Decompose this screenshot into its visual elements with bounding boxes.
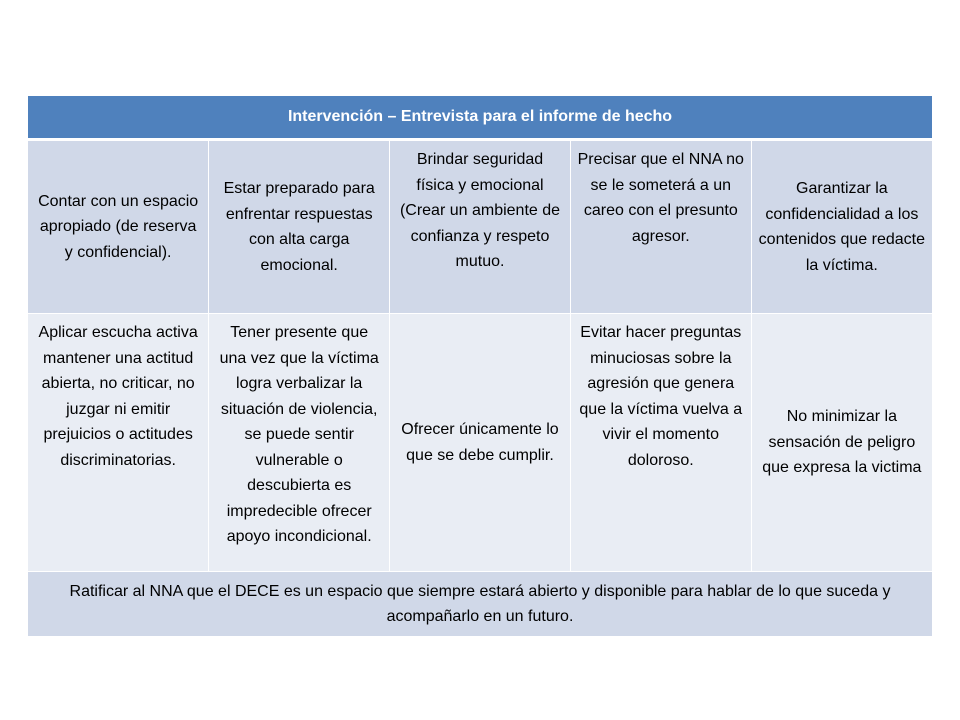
intervention-table <box>28 96 932 637</box>
table-cell: Tener presente que una vez que la víctima logra verbalizar la situación de violencia, se puede sentir vulnerable o descubierta es impredecible ofrecer apoyo incondicional. <box>209 314 390 572</box>
table-cell: Ofrecer únicamente lo que se debe cumplir. <box>390 314 571 572</box>
table-cell: Aplicar escucha activa mantener una actitud abierta, no criticar, no juzgar ni emitir prejuicios o actitudes discriminatorias. <box>28 314 209 572</box>
table-cell: Evitar hacer preguntas minuciosas sobre la agresión que genera que la víctima vuelva a vivir el momento doloroso. <box>570 314 751 572</box>
table-header-title: Intervención – Entrevista para el informe de hecho <box>28 96 932 140</box>
table-cell: Estar preparado para enfrentar respuestas con alta carga emocional. <box>209 140 390 314</box>
table-footer-row <box>28 572 932 637</box>
table-row <box>28 314 932 572</box>
table-cell: No minimizar la sensación de peligro que expresa la victima <box>751 314 932 572</box>
table-cell: Brindar seguridad física y emocional (Crear un ambiente de confianza y respeto mutuo. <box>390 140 571 314</box>
intervention-table-container <box>28 96 932 631</box>
table-cell: Garantizar la confidencialidad a los contenidos que redacte la víctima. <box>751 140 932 314</box>
table-footer-cell: Ratificar al NNA que el DECE es un espacio que siempre estará abierto y disponible para hablar de lo que suceda y acompañarlo en un futuro. <box>28 572 932 637</box>
table-row <box>28 140 932 314</box>
table-cell: Precisar que el NNA no se le someterá a un careo con el presunto agresor. <box>570 140 751 314</box>
table-header-row <box>28 96 932 140</box>
table-cell: Contar con un espacio apropiado (de reserva y confidencial). <box>28 140 209 314</box>
